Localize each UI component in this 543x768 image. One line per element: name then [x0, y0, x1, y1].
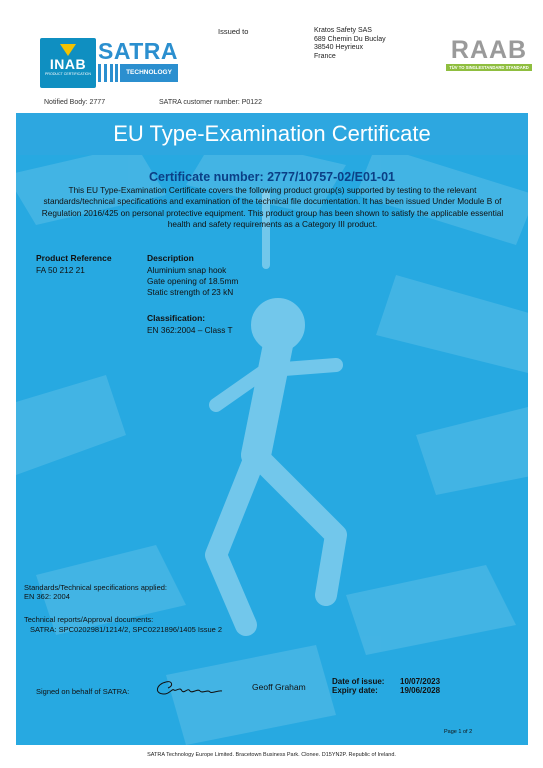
satra-stripe [115, 64, 118, 82]
inab-logo [40, 38, 96, 88]
reports-value: SATRA: SPC0202981/1214/2, SPC0221896/1405 Issue 2 [30, 625, 223, 634]
expiry-date-value: 19/06/2028 [400, 686, 441, 695]
background-pattern [16, 155, 528, 745]
handwritten-signature [152, 678, 224, 698]
satra-stripe [98, 64, 101, 82]
classification-value: EN 362:2004 – Class T [147, 325, 233, 335]
address-line: Kratos Safety SAS [314, 27, 372, 34]
inab-logo-caption: PRODUCT CERTIFICATION [45, 72, 91, 76]
product-reference-label: Product Reference [36, 253, 112, 263]
description-line: Static strength of 23 kN [147, 287, 234, 297]
reports-label: Technical reports/Approval documents: [24, 615, 154, 624]
satra-stripe [110, 64, 113, 82]
certificate-body-panel [16, 155, 528, 745]
raab-logo-tagline: TÜV TO SINGLESTANDARD STANDARD [446, 64, 532, 71]
page-number: Page 1 of 2 [444, 729, 473, 735]
description-line: Aluminium snap hook [147, 265, 227, 275]
satra-logo [98, 38, 180, 84]
address-line: 38540 Heyrieux [314, 44, 364, 51]
product-reference-value: FA 50 212 21 [36, 265, 85, 275]
description-line: Gate opening of 18.5mm [147, 276, 239, 286]
satra-stripe [104, 64, 107, 82]
page-title: EU Type-Examination Certificate [113, 121, 431, 146]
raab-logo [446, 38, 532, 72]
notified-body: Notified Body: 2777 [44, 99, 106, 106]
classification-label: Classification: [147, 313, 206, 323]
signature-label: Signed on behalf of SATRA: [36, 687, 130, 696]
issue-date-label: Date of issue: [332, 677, 385, 686]
standards-label: Standards/Technical specifications applied: [24, 583, 168, 592]
signer-name: Geoff Graham [252, 682, 306, 692]
inab-logo-mark [60, 44, 76, 56]
standards-value: EN 362: 2004 [24, 592, 70, 601]
title-banner [16, 113, 528, 155]
address-line: France [314, 52, 336, 60]
satra-logo-tagline: TECHNOLOGY [120, 64, 178, 82]
inab-logo-letters: INAB [49, 56, 87, 72]
satra-logo-bar [98, 64, 178, 82]
description-label: Description [147, 253, 194, 263]
footer-address: SATRA Technology Europe Limited. Bracetown Business Park. Clonee. D15YN2P. Republic of Ireland. [147, 752, 396, 758]
intro-text: This EU Type-Examination Certificate covers the following product group(s) supported by testing to the relevant standards/technical specifications and examination of the technical file documentation. It has been issued Under Module B of Regulation 2016/425 on personal protective equipment. This product group has been shown to satisfy the applicable essential health and safety requirements as a Category III product. [41, 185, 504, 229]
issue-date-value: 10/07/2023 [400, 677, 441, 686]
satra-logo-word: SATRA [98, 38, 179, 64]
issued-to-address [314, 27, 386, 61]
issued-to-label: Issued to [218, 27, 249, 36]
customer-number: SATRA customer number: P0122 [159, 99, 262, 106]
certificate-number: Certificate number: 2777/10757-02/E01-01 [149, 170, 395, 184]
description-lines [147, 265, 238, 298]
raab-logo-word: RAAB [450, 36, 528, 64]
expiry-date-label: Expiry date: [332, 686, 378, 695]
address-line: 689 Chemin Du Buclay [314, 35, 386, 43]
